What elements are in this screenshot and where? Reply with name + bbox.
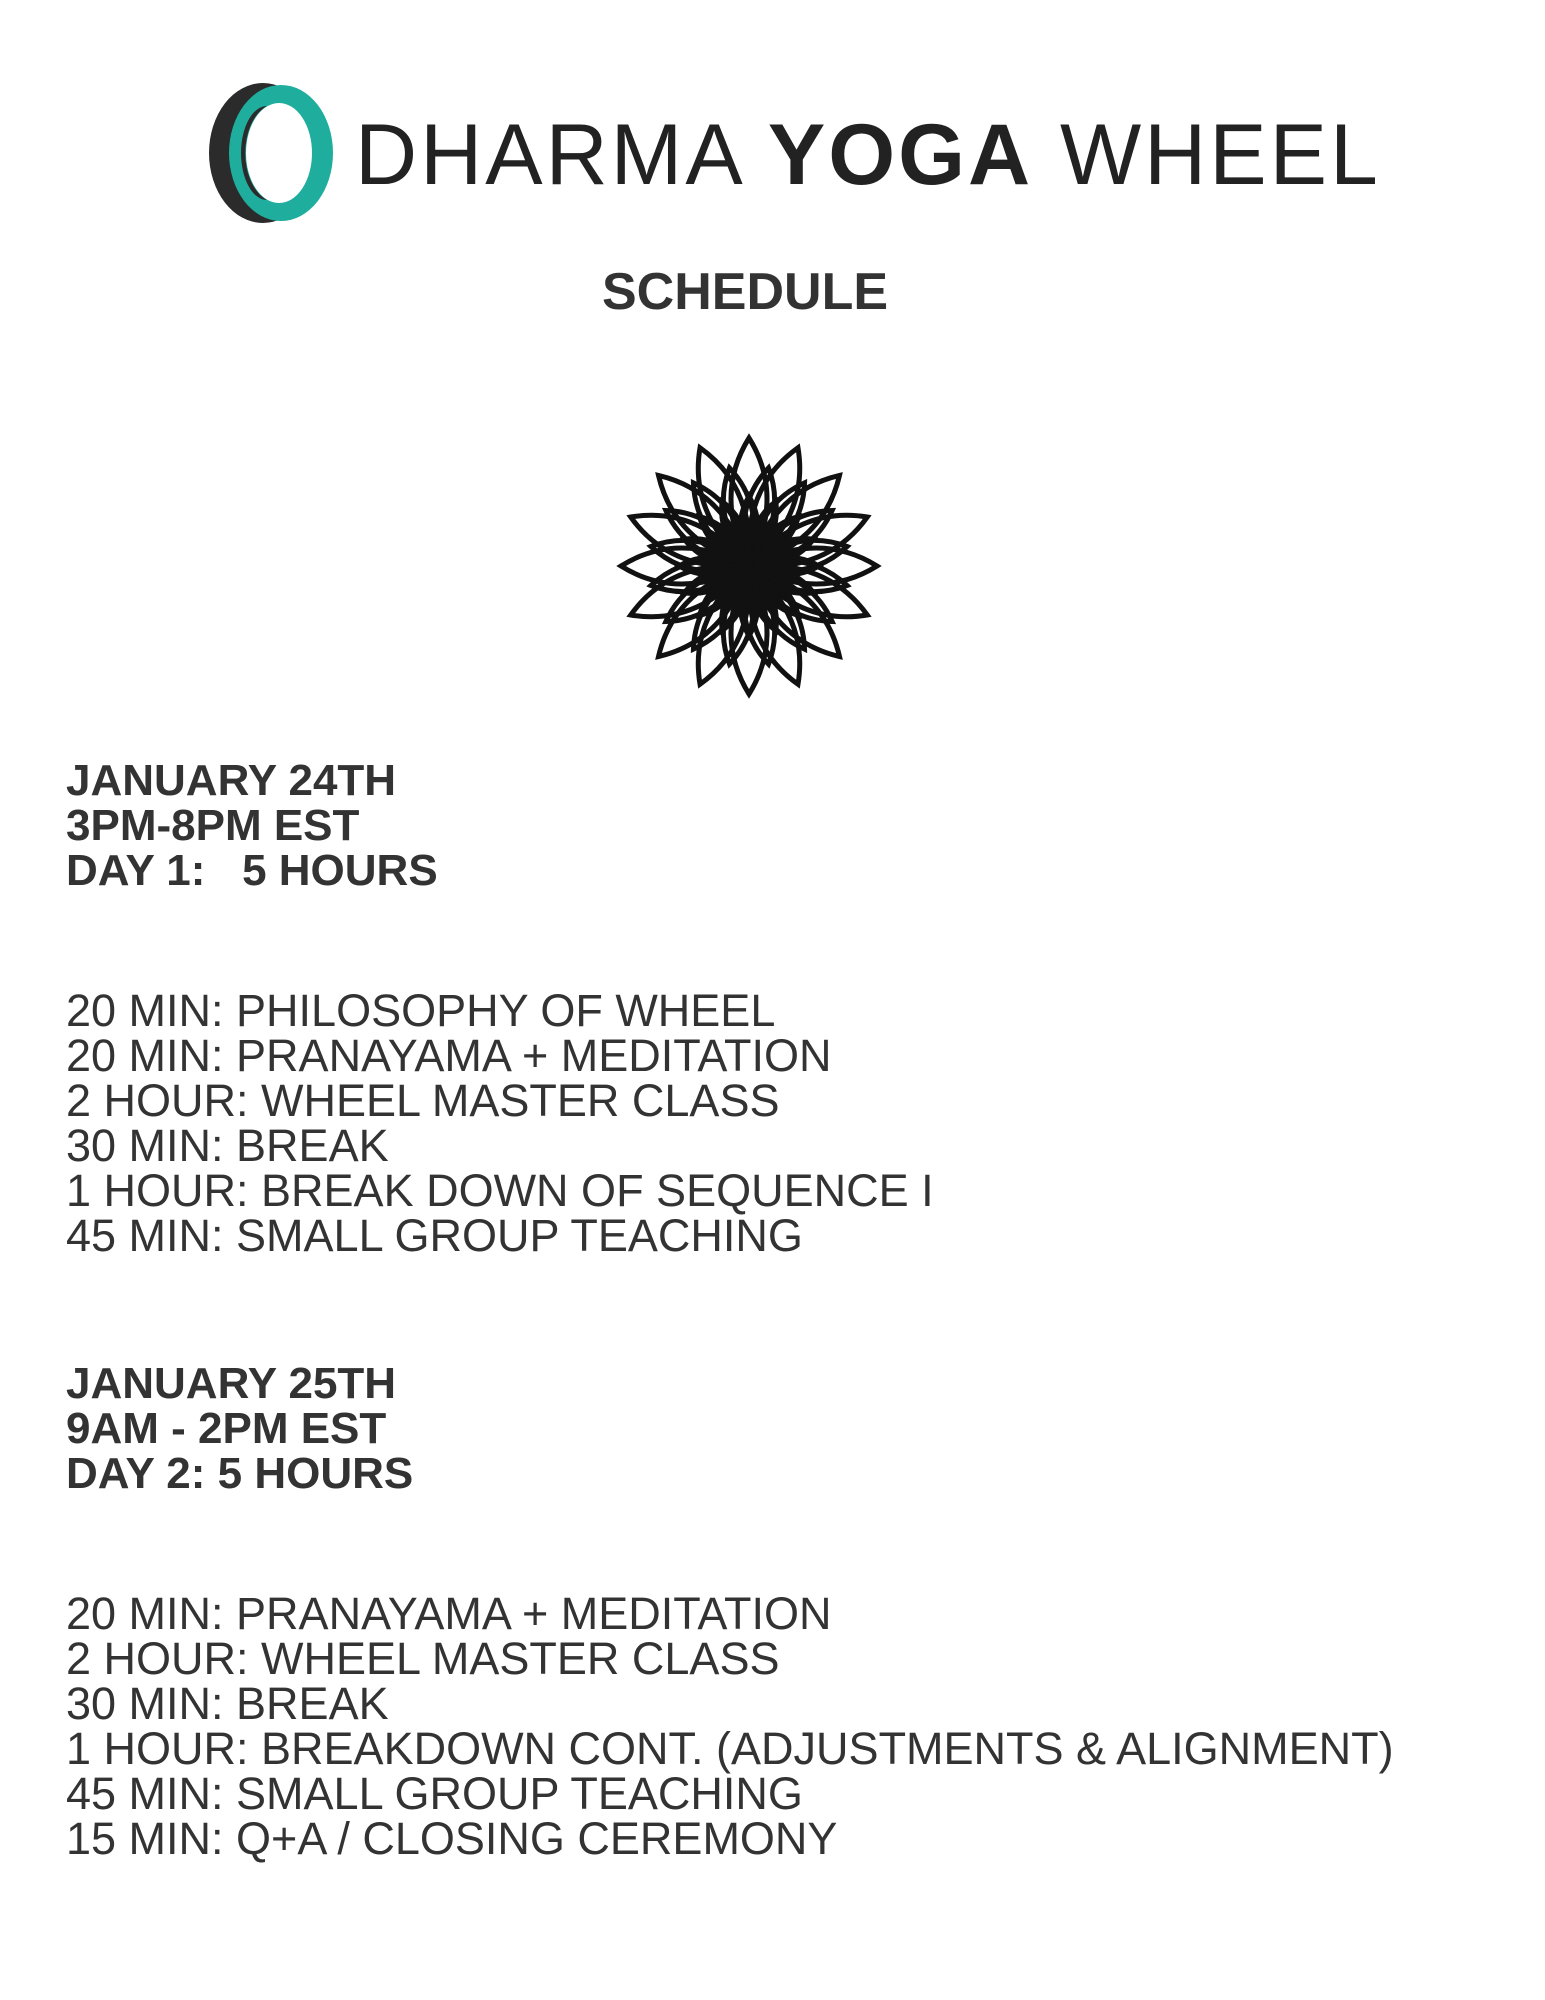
- brand-name: [355, 100, 1381, 210]
- list-item: 2 HOUR: WHEEL MASTER CLASS: [66, 1075, 780, 1126]
- list-item: 2 HOUR: WHEEL MASTER CLASS: [66, 1633, 780, 1684]
- day-label: DAY 2: 5 HOURS: [66, 1449, 414, 1498]
- day-label: DAY 1: 5 HOURS: [66, 846, 438, 895]
- brand-name-part3: WHEEL: [1033, 107, 1381, 203]
- activity-list: [66, 985, 934, 1261]
- list-item: 30 MIN: BREAK: [66, 1120, 389, 1171]
- day-date: JANUARY 24TH: [66, 756, 397, 805]
- page-title: SCHEDULE: [601, 263, 889, 321]
- list-item: 45 MIN: SMALL GROUP TEACHING: [66, 1210, 803, 1261]
- list-item: 20 MIN: PHILOSOPHY OF WHEEL: [66, 985, 776, 1036]
- list-item: 30 MIN: BREAK: [66, 1678, 389, 1729]
- list-item: 45 MIN: SMALL GROUP TEACHING: [66, 1768, 803, 1819]
- yoga-wheel-icon: [205, 80, 335, 226]
- list-item: 20 MIN: PRANAYAMA + MEDITATION: [66, 1030, 832, 1081]
- activity-list: [66, 1588, 1394, 1864]
- day-date: JANUARY 25TH: [66, 1359, 397, 1408]
- day-1-section: [66, 756, 934, 1261]
- list-item: 1 HOUR: BREAK DOWN OF SEQUENCE I: [66, 1165, 934, 1216]
- day-time: 9AM - 2PM EST: [66, 1404, 387, 1453]
- day-time: 3PM-8PM EST: [66, 801, 360, 850]
- brand-logo: [205, 80, 1381, 230]
- list-item: 1 HOUR: BREAKDOWN CONT. (ADJUSTMENTS & ALIGNMENT): [66, 1723, 1394, 1774]
- list-item: 20 MIN: PRANAYAMA + MEDITATION: [66, 1588, 832, 1639]
- brand-name-part1: DHARMA: [355, 107, 768, 203]
- list-item: 15 MIN: Q+A / CLOSING CEREMONY: [66, 1813, 838, 1864]
- day-2-section: [66, 1359, 1394, 1864]
- lotus-mandala-icon: [615, 432, 883, 700]
- brand-name-part2: YOGA: [767, 107, 1034, 203]
